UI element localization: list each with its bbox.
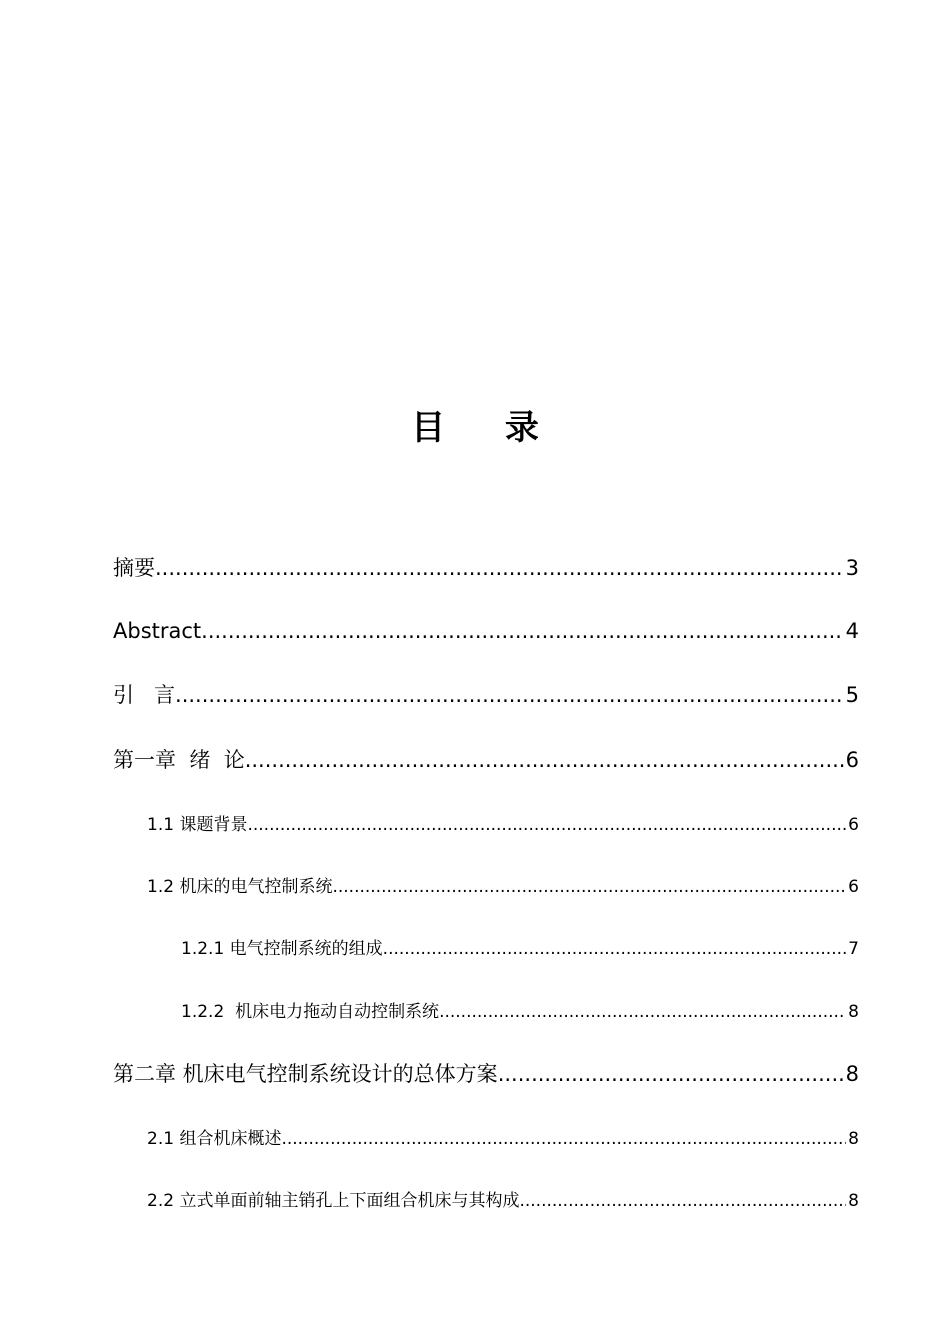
toc-entry-label: 1.2.2 机床电力拖动自动控制系统 bbox=[181, 1002, 440, 1022]
toc-entry-label: 摘要 bbox=[113, 556, 155, 580]
toc-entry-page: 6 bbox=[845, 748, 859, 772]
toc-entry-introduction[interactable] bbox=[113, 678, 859, 712]
toc-entry-page: 7 bbox=[848, 939, 859, 959]
toc-entry-label: Abstract bbox=[113, 619, 202, 643]
dot-leader bbox=[281, 1124, 846, 1154]
toc-entry-section-1-1[interactable] bbox=[147, 810, 859, 840]
toc-entry-page: 8 bbox=[848, 1129, 859, 1149]
toc-entry-label: 2.2 立式单面前轴主销孔上下面组合机床与其构成 bbox=[147, 1191, 520, 1211]
dot-leader bbox=[247, 810, 846, 840]
toc-entry-label: 引 言 bbox=[113, 683, 176, 707]
dot-leader bbox=[245, 743, 844, 777]
dot-leader bbox=[201, 614, 843, 648]
dot-leader bbox=[519, 1186, 846, 1216]
dot-leader bbox=[175, 678, 844, 712]
toc-entry-page: 8 bbox=[845, 1062, 859, 1086]
dot-leader bbox=[332, 872, 846, 902]
toc-entry-chapter-1[interactable] bbox=[113, 743, 859, 777]
toc-entry-page: 6 bbox=[848, 815, 859, 835]
dot-leader bbox=[383, 934, 847, 964]
dot-leader bbox=[155, 551, 844, 585]
toc-entry-section-1-2-1[interactable] bbox=[181, 934, 859, 964]
toc-entry-page: 3 bbox=[845, 556, 859, 580]
toc-entry-chapter-2[interactable] bbox=[113, 1057, 859, 1091]
toc-title: 目 录 bbox=[411, 408, 563, 448]
toc-entry-page: 8 bbox=[848, 1002, 859, 1022]
toc-entry-page: 4 bbox=[845, 619, 859, 643]
dot-leader bbox=[498, 1057, 844, 1091]
toc-entry-page: 8 bbox=[848, 1191, 859, 1211]
toc-entry-page: 6 bbox=[848, 877, 859, 897]
dot-leader bbox=[439, 997, 846, 1027]
toc-entry-label: 2.1 组合机床概述 bbox=[147, 1129, 282, 1149]
toc-entry-label: 1.2.1 电气控制系统的组成 bbox=[181, 939, 383, 959]
toc-entry-abstract-en[interactable] bbox=[113, 614, 859, 648]
toc-entry-label: 第二章 机床电气控制系统设计的总体方案 bbox=[113, 1062, 498, 1086]
toc-entry-section-2-2[interactable] bbox=[147, 1186, 859, 1216]
toc-entry-page: 5 bbox=[845, 683, 859, 707]
toc-entry-label: 1.2 机床的电气控制系统 bbox=[147, 877, 333, 897]
toc-entry-section-1-2[interactable] bbox=[147, 872, 859, 902]
toc-entry-label: 1.1 课题背景 bbox=[147, 815, 248, 835]
toc-entry-abstract-cn[interactable] bbox=[113, 551, 859, 585]
toc-entry-section-1-2-2[interactable] bbox=[181, 997, 859, 1027]
toc-entry-section-2-1[interactable] bbox=[147, 1124, 859, 1154]
toc-entry-label: 第一章 绪 论 bbox=[113, 748, 245, 772]
